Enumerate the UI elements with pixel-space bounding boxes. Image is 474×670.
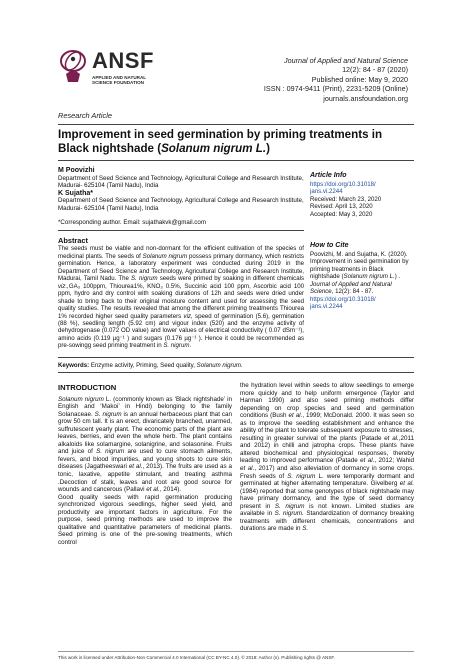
citation-journal: Journal of Applied and Natural Science [310, 280, 392, 295]
article-title [58, 128, 414, 156]
accepted-date: Accepted: May 3, 2020 [310, 210, 373, 218]
citation-part: ) . [394, 273, 401, 280]
intro-part: the hydration level within seeds to allow seedlings to emerge more quickly and to help uniform emergence (Taylor and Harman 1990) and also seed priming methods differ depending on crop species and seed and germination conditions (Bush [240, 382, 414, 420]
intro-left-column [58, 382, 232, 546]
intro-paragraph-2: Good quality seeds with rapid germination producing synchronized vigorous seedlings, higher seed yield, and productivity are important factors in agriculture. For the purpose, seed priming methods are used to improve the qualitative and quantitative parameters of medicinal plants. Seed priming is one of the pre-sowing treatments, which control [58, 493, 232, 546]
intro-right-column [240, 382, 414, 533]
abstract-italic: S. nigrum [131, 275, 158, 283]
journal-site[interactable]: journals.ansfoundation.org [323, 93, 408, 103]
intro-italic: et al. [399, 480, 414, 488]
keywords-text: Enzyme activity, Priming, Seed quality, [89, 362, 197, 369]
authors-divider [58, 230, 304, 231]
how-to-cite-box [310, 242, 414, 311]
intro-italic: S. [302, 525, 309, 533]
intro-part: is not known. Limited studies are available in [240, 502, 415, 518]
intro-italic: et al. [240, 465, 255, 473]
author-2-affiliation: Department of Seed Science and Technology, Agricultural College and Research Institute, Madurai- 625104 (Tamil Nadu), India [58, 197, 304, 212]
title-text: Improvement in seed germination by priming treatments in Black nightshade ( [58, 128, 383, 155]
intro-italic: S. nigrum [274, 502, 305, 510]
revised-date: Revised: April 13, 2020 [310, 203, 373, 210]
doi-part-2: jans.vi.2244 [310, 303, 343, 310]
intro-part: , 2014). [159, 486, 182, 494]
logo-tagline [92, 75, 172, 86]
intro-heading: INTRODUCTION [58, 383, 117, 392]
intro-italic: et al. [128, 463, 143, 471]
intro-part: , 2012; Wahid [374, 457, 415, 465]
keywords-label: Keywords: [58, 362, 90, 369]
abstract-italic: viz, [183, 312, 193, 320]
intro-part: Standardization of dormancy breaking treatments with different chemicals, concentrations and durations are made in [240, 510, 414, 533]
abstract-text [58, 245, 304, 349]
abstract-part: GA₃ 100ppm, Thiourea1%, KNO₃ 0.5%, Succinic acid 100 ppm, Ascorbic acid 100 ppm, hydro and dry control with soaking durations of 12h and seeds were dried under shade to bring back to their original moisture content and used for assessing the seed quality studies. The results revealed that among the different priming treatments Thiourea 1% recorded higher seed quality parameters [58, 282, 304, 320]
footer-divider [58, 651, 414, 652]
intro-italic: et al. [288, 412, 303, 420]
title-species: Solanum nigrum L. [161, 142, 267, 155]
title-end: ) [266, 142, 270, 155]
article-doi-link[interactable] [310, 181, 414, 196]
abstract-block [58, 237, 304, 350]
logo-text: ANSF [92, 48, 154, 73]
abstract-italic: viz., [58, 282, 69, 290]
citation-doi-link[interactable] [310, 296, 414, 311]
journal-published: Published online: May 9, 2020 [311, 74, 408, 84]
author-2-name: K Sujatha* [58, 189, 94, 197]
intro-part: L. (commonly known as ‘Black nightshade’ in English and ‘Makoi’ in Hindi) belonging to the family Solanaceae. [58, 395, 232, 418]
received-date: Received: March 23, 2020 [310, 195, 382, 203]
logo-tagline-line-2: SCIENCE FOUNDATION [92, 80, 144, 86]
intro-italic: Solanum nigrum [58, 395, 104, 403]
intro-italic: et al. [360, 457, 375, 465]
author-1-name: M Poovizhi [58, 167, 95, 174]
abstract-italic: S. nigrum [163, 342, 190, 350]
intro-paragraph-1 [58, 396, 232, 494]
intro-italic: et al. [146, 486, 160, 494]
author-1-affiliation: Department of Seed Science and Technology, Agricultural College and Research Institute, Madurai- 625104 (Tamil Nadu), India [58, 174, 304, 190]
ansf-logo [58, 48, 168, 108]
intro-part: (1984) reported that some genotypes of black nightshade may have primary dormancy, and the type of seed dormancy present in [240, 487, 414, 510]
intro-paragraph-3 [240, 382, 414, 533]
abstract-part: possess primary dormancy, which restricts germination. Hence, a laboratory experiment was conducted during 2019 in the Department of Seed Science and Technology, Agricultural College and Research Institute, Madurai, Tamil Nadu. The [58, 252, 304, 283]
intro-part: , 2017) and also alleviation of dormancy in some crops. Fresh seeds of [240, 465, 414, 480]
corresponding-author[interactable]: *Corresponding author. Email: sujathakvk@gmail.com [58, 218, 206, 226]
abstract-part: . [189, 342, 192, 350]
keywords-line [58, 362, 414, 370]
citation-italic: Solanum nigrum L. [343, 273, 395, 280]
intro-part: , 1999; McDonald. 2000. It was seen so as to improve the seedling establishment and enhance the ability of the plant to tolerate subsequent exposure to stresses, resulting in greater survival of the plants (Patade [240, 412, 414, 442]
logo-tagline-line-1: APPLIED AND NATURAL [92, 75, 147, 80]
citation-text [310, 251, 414, 296]
intro-part: are used to cure stomach ailments, fevers, and blood impurities, and young shoots to cure skin diseases (Jagatheeswari [58, 448, 232, 471]
journal-issn: ISSN : 0974-9411 (Print), 2231-5209 (Online) [263, 84, 408, 94]
citation-part: Poovizhi, M. and Sujatha, K. (2020). Improvement in seed germination by priming treatments in Black nightshade ( [310, 250, 409, 280]
intro-part: , 2013). The fruits are used as a tonic, laxative, appetite stimulant, and treating asthma .Decoction of stalk, leaves and root are good source for wounds and cancerous (Pallavi [58, 463, 232, 494]
doi-part-2: jans.vi.2244 [310, 188, 343, 195]
intro-part: is an annual herbaceous plant that can grow 50 cm tall. It is an erect, divaricately branched, unarmed, suffrutescent yearly plant. The economic parts of the plant are leaves, berries, and even the whole herb. The plant contains alkaloids like solamargine, solanigrine, and solasonine. Fruits and juice of [58, 410, 232, 456]
abstract-italic: Solanum nigrum [142, 252, 188, 260]
citation-part: , 12(2): 84 - 87. [331, 288, 374, 295]
article-info-box [310, 172, 414, 218]
abstract-part: seeds were primed by soaking in different chemicals [157, 275, 304, 283]
intro-italic: S. nigrum. [274, 510, 304, 518]
journal-title: Journal of Applied and Natural Science [284, 56, 408, 65]
intro-italic: S. nigrum [287, 472, 316, 480]
intro-part: L. were temporarily dormant and germinated at higher alternating temperature. Givelberg [240, 472, 415, 488]
abstract-heading: Abstract [58, 236, 88, 245]
article-type-label: Research Article [58, 111, 112, 120]
article-info-heading: Article Info [310, 172, 347, 179]
ansf-emblem-icon [58, 48, 88, 84]
keywords-italic: Solanum nigrum. [196, 362, 243, 369]
how-to-cite-heading: How to Cite [310, 242, 349, 249]
intro-italic: S. nigrum [94, 410, 122, 418]
author-block [58, 167, 304, 226]
keywords-divider [58, 372, 414, 373]
abstract-part: speed of germination (5.6), germination (88 %), seedling length (5.92 cm) and vigour index (520) and the enzyme activity of dehydrogenase (0.072 OD value) and lower values of electrical conductivity ( 0.07 dSm⁻¹), amino acids (0.119 µg⁻¹ ) and sugars (0.176 µg⁻¹ ). Hence it could be recommended as pre-sowingg seed priming treatment in [58, 312, 304, 350]
intro-part: ,2011 and 2012) in chilli and jatropha crops. These plants have altered biochemical and physiological responses, thereby leading to improved performance (Patade [240, 434, 414, 465]
license-footer: This work is licensed under Attribution-Non Commercial 4.0 International (CC BY-NC 4.0). © 2018: Author (s). Publishing rights @ ANSF. [58, 655, 335, 660]
journal-info [264, 56, 408, 103]
journal-volume: 12(2): 84 - 87 (2020) [342, 65, 408, 75]
intro-italic: S. nigrum [96, 448, 125, 456]
abstract-divider [58, 357, 414, 358]
doi-part-1: https://doi.org/10.31018/ [310, 180, 376, 188]
intro-italic: et al. [384, 434, 399, 442]
header-divider [58, 124, 414, 125]
abstract-part: The seeds must be viable and non-dormant for the efficient cultivation of the species of medicinal plants. The seeds of [58, 245, 304, 260]
title-divider [58, 160, 414, 161]
doi-part-1: https://doi.org/10.31018/ [310, 295, 376, 303]
